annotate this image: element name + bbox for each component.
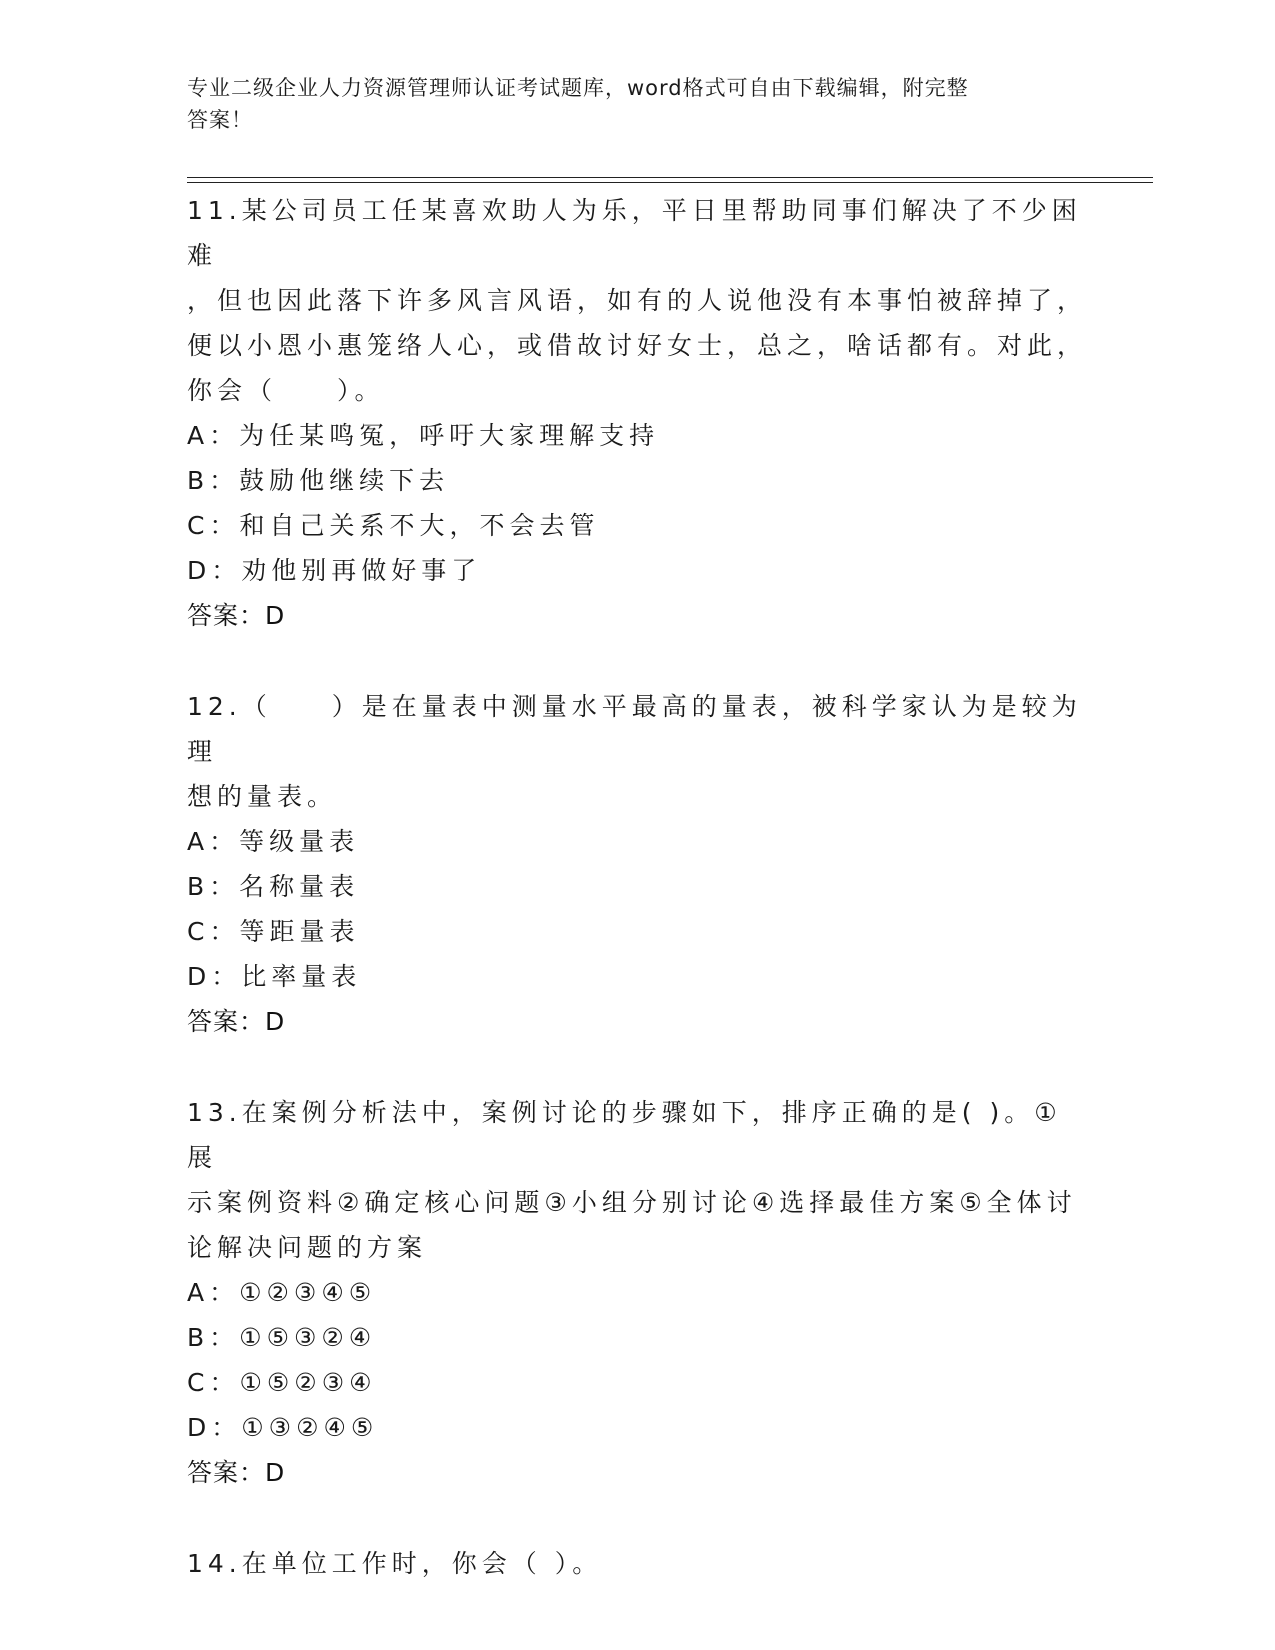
question-spacer bbox=[187, 638, 1087, 684]
question-list bbox=[187, 188, 1087, 1586]
option-d: D：①③②④⑤ bbox=[187, 1413, 379, 1442]
answer-line: 答案：D bbox=[187, 1007, 286, 1036]
question-text-line: 你会（ ）。 bbox=[187, 376, 385, 405]
header-divider-top bbox=[187, 177, 1153, 178]
option-a: A：等级量表 bbox=[187, 827, 360, 856]
document-header bbox=[187, 72, 1067, 136]
question-13 bbox=[187, 1090, 1087, 1495]
option-b: B：①⑤③②④ bbox=[187, 1323, 377, 1352]
option-c: C：和自己关系不大，不会去管 bbox=[187, 511, 600, 540]
question-text-line: 示案例资料②确定核心问题③小组分别讨论④选择最佳方案⑤全体讨 bbox=[187, 1188, 1077, 1217]
question-text-line: 便以小恩小惠笼络人心，或借故讨好女士，总之，啥话都有。对此， bbox=[187, 331, 1088, 360]
question-text-line: ，但也因此落下许多风言风语，如有的人说他没有本事怕被辞掉了， bbox=[187, 286, 1088, 315]
option-c: C：①⑤②③④ bbox=[187, 1368, 377, 1397]
option-a: A：为任某鸣冤，呼吁大家理解支持 bbox=[187, 421, 660, 450]
option-a: A：①②③④⑤ bbox=[187, 1278, 377, 1307]
option-c: C：等距量表 bbox=[187, 917, 360, 946]
question-spacer bbox=[187, 1495, 1087, 1541]
question-text-line: 14.在单位工作时，你会（ ）。 bbox=[187, 1549, 603, 1578]
option-d: D：比率量表 bbox=[187, 962, 362, 991]
answer-line: 答案：D bbox=[187, 601, 286, 630]
option-b: B：鼓励他继续下去 bbox=[187, 466, 450, 495]
question-spacer bbox=[187, 1044, 1087, 1090]
header-line-1: 专业二级企业人力资源管理师认证考试题库，word格式可自由下载编辑，附完整 bbox=[187, 76, 969, 100]
question-12 bbox=[187, 684, 1087, 1044]
question-11 bbox=[187, 188, 1087, 638]
option-b: B：名称量表 bbox=[187, 872, 360, 901]
question-text-line: 13.在案例分析法中，案例讨论的步骤如下，排序正确的是( )。①展 bbox=[187, 1098, 1062, 1172]
question-14 bbox=[187, 1541, 1087, 1586]
question-text-line: 11.某公司员工任某喜欢助人为乐，平日里帮助同事们解决了不少困难 bbox=[187, 196, 1082, 270]
question-text-line: 想的量表。 bbox=[187, 782, 338, 811]
option-d: D：劝他别再做好事了 bbox=[187, 556, 482, 585]
answer-line: 答案：D bbox=[187, 1458, 286, 1487]
header-line-2: 答案！ bbox=[187, 108, 253, 132]
question-text-line: 论解决问题的方案 bbox=[187, 1233, 428, 1262]
header-divider-bottom bbox=[187, 182, 1153, 183]
question-text-line: 12.（ ）是在量表中测量水平最高的量表，被科学家认为是较为理 bbox=[187, 692, 1082, 766]
